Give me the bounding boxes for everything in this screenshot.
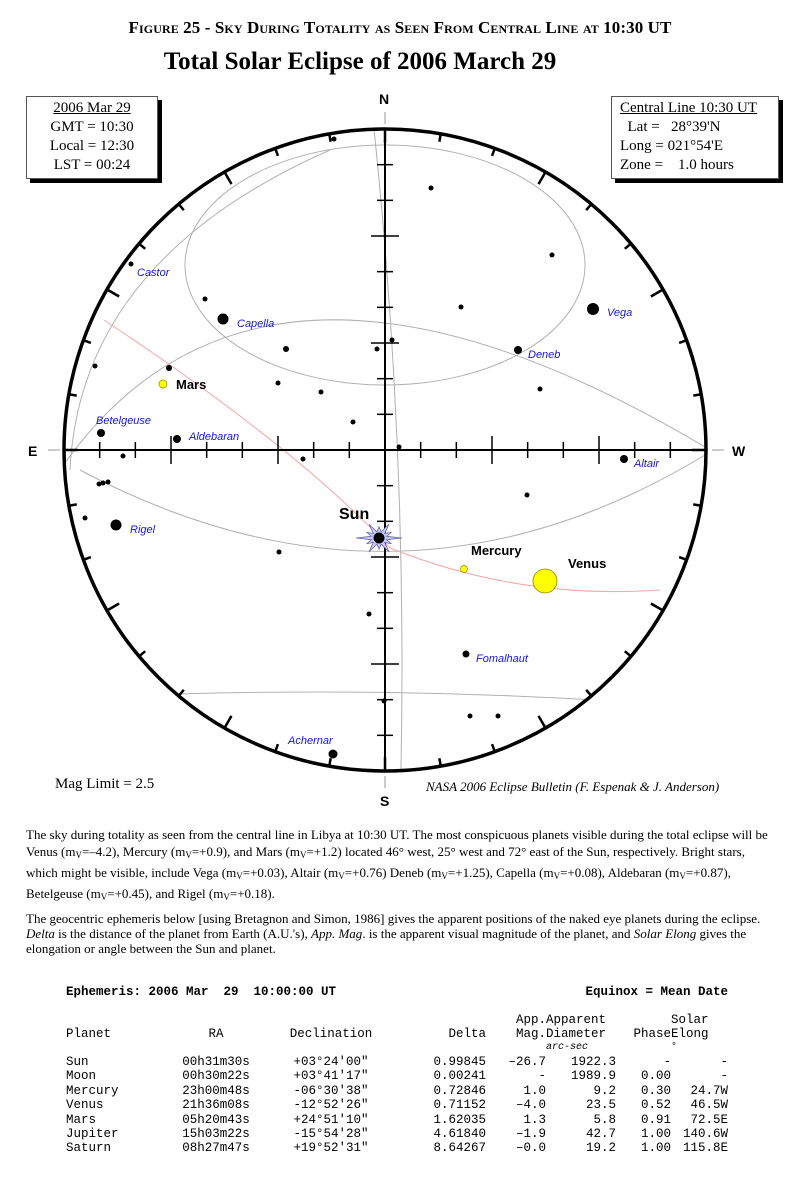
- cell-diam: 23.5: [585, 1098, 616, 1113]
- horizon-tick: [275, 148, 278, 156]
- cell-ra: 00h30m22s: [182, 1069, 250, 1084]
- cell-elong: -: [720, 1069, 728, 1084]
- credit-label: NASA 2006 Eclipse Bulletin (F. Espenak & J. Anderson): [426, 779, 720, 794]
- star: [382, 699, 387, 704]
- cell-ra: 00h31m30s: [182, 1055, 250, 1069]
- cell-dec: -06°30'38": [293, 1083, 369, 1098]
- cell-planet: Moon: [66, 1069, 97, 1084]
- cell-mag: –1.9: [515, 1127, 546, 1142]
- label-mercury: Mercury: [471, 543, 522, 558]
- cell-elong: 72.5E: [690, 1112, 728, 1127]
- subscript: V: [679, 871, 686, 881]
- horizon-tick: [679, 340, 687, 343]
- label-castor: Castor: [137, 267, 170, 279]
- cell-dec: -15°54'28": [293, 1127, 369, 1142]
- subscript: V: [553, 871, 561, 881]
- horizon-tick: [69, 504, 77, 505]
- text: =+0.76) Deneb (m: [344, 865, 442, 880]
- cell-phase: 0.00: [640, 1069, 671, 1084]
- description-paragraph: [26, 826, 776, 906]
- star-vega: [587, 303, 599, 315]
- cell-elong: -: [720, 1055, 728, 1069]
- star: [83, 516, 88, 521]
- ephemeris-rows: [66, 1055, 728, 1156]
- star: [203, 297, 208, 302]
- horizon-tick: [539, 716, 546, 728]
- cell-phase: 0.30: [640, 1083, 671, 1098]
- horizon-tick: [329, 134, 330, 142]
- col-planet: Planet: [66, 1027, 112, 1041]
- cell-diam: 1922.3: [570, 1055, 616, 1069]
- figure-caption: Figure 25 - Sky During Totality as Seen From Central Line at 10:30 UT: [128, 18, 672, 37]
- figure-number: Figure 25: [128, 18, 201, 37]
- star: [468, 714, 473, 719]
- cell-phase: 0.52: [640, 1098, 671, 1113]
- label-vega: Vega: [607, 307, 633, 319]
- central-line-label: Central Line 10:30 UT: [620, 100, 758, 116]
- text: =+0.18).: [229, 886, 275, 901]
- horizon-tick: [492, 744, 495, 752]
- text: =+0.87), Betelgeuse (m: [26, 865, 731, 901]
- horizon-tick: [179, 690, 184, 696]
- horizon-tick: [651, 604, 663, 611]
- term-delta: Delta: [26, 926, 55, 941]
- table-row: [66, 1084, 728, 1098]
- star-deneb: [514, 346, 522, 354]
- label-mars: Mars: [176, 377, 207, 392]
- cell-ra: 23h00m48s: [182, 1083, 250, 1098]
- ephemeris-description: [26, 911, 776, 956]
- text: =+0.9), and Mars (m: [191, 844, 300, 859]
- cell-diam: 1989.9: [570, 1069, 616, 1084]
- zone-label: Zone = 1.0 hours: [620, 157, 734, 173]
- gmt-label: GMT = 10:30: [50, 119, 134, 135]
- star: [525, 493, 530, 498]
- star: [367, 612, 372, 617]
- star: [459, 305, 464, 310]
- text: =+0.03), Altair (m: [242, 865, 339, 880]
- cell-elong: 140.6W: [682, 1127, 728, 1142]
- cell-delta: 0.72846: [433, 1083, 486, 1098]
- text: . is the apparent visual magnitude of the planet, and: [362, 926, 634, 941]
- col-ra: RA: [208, 1027, 224, 1041]
- table-header-row: [66, 1027, 728, 1041]
- text: is the distance of the planet from Earth (A.U.'s),: [54, 926, 312, 941]
- label-sun: Sun: [339, 506, 370, 523]
- sky-map: [0, 80, 800, 810]
- label-rigel: Rigel: [130, 524, 156, 536]
- cell-elong: 46.5W: [690, 1098, 728, 1113]
- horizon-tick: [139, 651, 145, 656]
- ephemeris-date: Ephemeris: 2006 Mar 29 10:00:00 UT: [66, 985, 337, 999]
- equinox-label: Equinox = Mean Date: [585, 985, 728, 999]
- star-altair: [620, 455, 628, 463]
- col-elong-top: Solar: [671, 1013, 709, 1027]
- star: [351, 420, 356, 425]
- text: The sky during totality as seen from the central line in Libya at 10:30 UT. The most conspicuous planets visible during the total eclipse will be Venus (m: [26, 827, 768, 859]
- cell-delta: 0.99845: [433, 1055, 486, 1069]
- horizon-tick: [69, 394, 77, 395]
- star: [101, 481, 106, 486]
- star-fomalhaut: [463, 651, 470, 658]
- subscript: V: [300, 850, 307, 860]
- cell-mag: -: [538, 1069, 546, 1084]
- cell-delta: 1.62035: [433, 1112, 486, 1127]
- cell-ra: 15h03m22s: [182, 1127, 250, 1142]
- cell-planet: Mercury: [66, 1083, 119, 1098]
- horizon-tick: [539, 172, 546, 184]
- local-time-label: Local = 12:30: [49, 138, 135, 154]
- star: [129, 262, 134, 267]
- table-row: [66, 1098, 728, 1112]
- figure-caption-text: Sky During Totality as Seen From Central Line at 10:30 UT: [214, 18, 672, 37]
- cell-planet: Mars: [66, 1112, 97, 1127]
- text: =+0.08), Aldebaran (m: [560, 865, 680, 880]
- date-label: 2006 Mar 29: [53, 100, 131, 116]
- horizon-tick: [275, 744, 278, 752]
- west-label: W: [732, 443, 746, 459]
- table-row: [66, 1141, 728, 1155]
- label-deneb: Deneb: [528, 349, 561, 361]
- text: =+1.2) located 46° west, 25° west and 72° east of the Sun, respectively. Bright stars, which might be visible, include Vega (m: [26, 844, 745, 880]
- mag-limit-label: Mag Limit = 2.5: [55, 776, 155, 792]
- ephemeris-header: [66, 985, 728, 1003]
- star: [301, 457, 306, 462]
- subscript: V: [100, 892, 108, 902]
- horizon-tick: [625, 244, 631, 249]
- cell-diam: 19.2: [585, 1141, 616, 1156]
- cell-mag: –4.0: [515, 1098, 546, 1113]
- page-title: Total Solar Eclipse of 2006 March 29: [163, 48, 557, 75]
- cell-delta: 0.71152: [433, 1098, 486, 1113]
- lst-label: LST = 00:24: [53, 157, 131, 173]
- east-label: E: [28, 443, 38, 459]
- south-label: S: [380, 793, 390, 809]
- subscript: V: [223, 892, 230, 902]
- star: [496, 714, 501, 719]
- text: =–4.2), Mercury (m: [81, 844, 186, 859]
- ecliptic-line: [104, 320, 660, 592]
- grid-arc-south: [40, 692, 740, 710]
- star-capella: [218, 314, 229, 325]
- ephemeris-table: [66, 1013, 728, 1156]
- text: gives the elongation or angle between the Sun and planet.: [26, 926, 747, 956]
- table-row: [66, 1113, 728, 1127]
- cell-delta: 8.64267: [433, 1141, 486, 1156]
- planet-mercury: [461, 566, 468, 573]
- star-aldebaran: [173, 435, 181, 443]
- horizon-tick: [83, 340, 91, 343]
- cell-planet: Sun: [66, 1055, 89, 1069]
- text: =+0.45), and Rigel (m: [107, 886, 224, 901]
- horizon-tick: [651, 290, 663, 297]
- subscript: V: [236, 871, 243, 881]
- col-phase: Phase: [633, 1027, 671, 1041]
- star: [429, 186, 434, 191]
- subscript: V: [338, 871, 345, 881]
- star-betelgeuse: [97, 429, 105, 437]
- star: [397, 445, 402, 450]
- horizon-tick: [439, 758, 440, 766]
- horizon-tick: [107, 290, 119, 297]
- table-row: [66, 1127, 728, 1141]
- cell-mag: 1.3: [523, 1112, 546, 1127]
- cell-dec: +19°52'31": [293, 1141, 369, 1156]
- horizon-tick: [679, 557, 687, 560]
- north-label: N: [379, 91, 390, 107]
- star: [375, 347, 380, 352]
- cell-ra: 05h20m43s: [182, 1112, 250, 1127]
- star: [550, 253, 555, 258]
- cell-ra: 08h27m47s: [182, 1141, 250, 1156]
- label-achernar: Achernar: [288, 735, 333, 747]
- star: [332, 137, 337, 142]
- subscript: V: [441, 871, 448, 881]
- sun-marker: [356, 524, 402, 552]
- cell-planet: Saturn: [66, 1141, 112, 1156]
- horizon-tick: [586, 204, 591, 210]
- latitude-label: Lat = 28°39'N: [620, 119, 721, 135]
- horizon-tick: [139, 244, 145, 249]
- cell-mag: –26.7: [508, 1055, 546, 1069]
- units-arcsec: arc-sec: [546, 1042, 589, 1053]
- cell-diam: 42.7: [585, 1127, 616, 1142]
- table-units-row: [66, 1041, 728, 1055]
- horizon-tick: [225, 172, 232, 184]
- table-row: [66, 1055, 728, 1069]
- cell-phase: 1.00: [640, 1127, 671, 1142]
- cell-elong: 115.8E: [682, 1141, 728, 1156]
- moon-disk: [374, 533, 385, 544]
- horizon-tick: [329, 758, 330, 766]
- cell-delta: 0.00241: [433, 1069, 486, 1084]
- col-declination: Declination: [289, 1027, 373, 1041]
- cell-dec: +03°24'00": [293, 1055, 369, 1069]
- cell-diam: 5.8: [593, 1112, 616, 1127]
- cell-dec: +24°51'10": [293, 1112, 369, 1127]
- cell-mag: –0.0: [515, 1141, 546, 1156]
- text: =+1.25), Capella (m: [447, 865, 554, 880]
- cell-delta: 4.61840: [433, 1127, 486, 1142]
- faint-stars: [83, 137, 555, 719]
- col-diameter: Diameter: [546, 1027, 607, 1041]
- star: [121, 454, 126, 459]
- term-solar-elong: Solar Elong: [633, 926, 697, 941]
- label-venus: Venus: [568, 556, 607, 571]
- horizon-tick: [439, 134, 440, 142]
- subscript: V: [75, 850, 82, 860]
- cell-elong: 24.7W: [690, 1083, 728, 1098]
- cell-phase: 1.00: [640, 1141, 671, 1156]
- star: [277, 550, 282, 555]
- star: [276, 381, 281, 386]
- col-elong: Elong: [671, 1027, 709, 1041]
- cell-dec: +03°41'17": [293, 1069, 369, 1084]
- ephemeris-section: [66, 985, 728, 1156]
- star: [538, 387, 543, 392]
- star-rigel: [111, 520, 122, 531]
- col-mag: Mag.: [515, 1027, 546, 1041]
- planet-venus: [533, 569, 557, 593]
- planet-mars: [159, 380, 167, 388]
- cell-mag: 1.0: [523, 1083, 546, 1098]
- label-aldebaran: Aldebaran: [189, 431, 240, 443]
- cell-planet: Venus: [66, 1098, 104, 1113]
- cell-diam: 9.2: [593, 1083, 616, 1098]
- subscript: V: [185, 850, 192, 860]
- longitude-label: Long = 021°54'E: [620, 138, 723, 154]
- star-achernar: [329, 750, 338, 759]
- label-fomalhaut: Fomalhaut: [476, 653, 528, 665]
- cell-ra: 21h36m08s: [182, 1098, 250, 1113]
- star: [283, 346, 289, 352]
- text: The geocentric ephemeris below [using Bretagnon and Simon, 1986] gives the apparent positions of the naked eye planets during the eclipse.: [26, 911, 761, 926]
- bright-stars: [97, 303, 628, 759]
- horizon-tick: [225, 716, 232, 728]
- star: [106, 480, 111, 485]
- cell-dec: -12°52'26": [293, 1098, 369, 1113]
- star: [390, 338, 395, 343]
- star: [166, 365, 172, 371]
- horizon-tick: [107, 604, 119, 611]
- star: [319, 390, 324, 395]
- star: [93, 364, 98, 369]
- horizon-tick: [693, 504, 701, 505]
- horizon-tick: [492, 148, 495, 156]
- label-altair: Altair: [634, 458, 660, 470]
- cell-phase: 0.91: [640, 1112, 671, 1127]
- units-degree: °: [671, 1042, 678, 1053]
- label-capella: Capella: [237, 318, 275, 330]
- col-diam-top: Apparent: [546, 1013, 607, 1027]
- horizon-tick: [586, 690, 591, 696]
- col-mag-top: App.: [515, 1013, 546, 1027]
- term-app-mag: App. Mag: [311, 926, 363, 941]
- table-header-row-top: [66, 1013, 728, 1027]
- horizon-tick: [625, 651, 631, 656]
- cell-planet: Jupiter: [66, 1127, 119, 1142]
- table-row: [66, 1069, 728, 1083]
- horizon-tick: [83, 557, 91, 560]
- col-delta: Delta: [448, 1027, 486, 1041]
- cell-phase: -: [663, 1055, 671, 1069]
- horizon-tick: [179, 204, 184, 210]
- horizon-tick: [693, 394, 701, 395]
- label-betelgeuse: Betelgeuse: [96, 415, 152, 427]
